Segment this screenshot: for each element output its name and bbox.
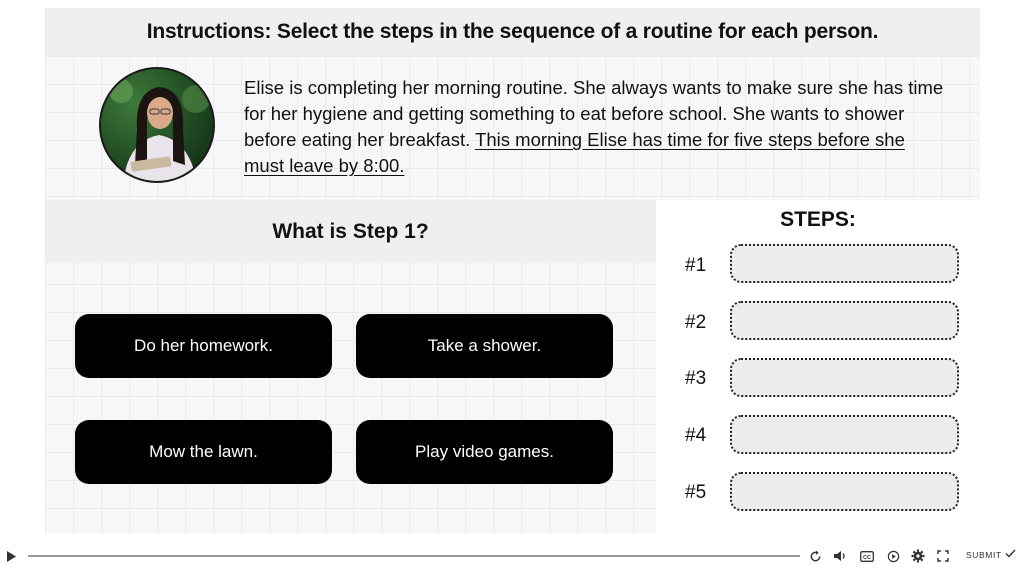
step-5-slot[interactable] xyxy=(730,472,959,511)
elise-avatar xyxy=(99,67,215,183)
steps-panel xyxy=(656,200,980,533)
instructions-bar xyxy=(45,8,980,56)
question-bar xyxy=(45,200,656,263)
step-2-label: #2 xyxy=(685,312,707,333)
step-3-slot[interactable] xyxy=(730,358,959,397)
submit-button[interactable] xyxy=(966,549,1016,560)
question-title: What is Step 1? xyxy=(272,219,429,243)
player-bar xyxy=(0,540,1024,573)
fullscreen-icon[interactable] xyxy=(934,547,952,565)
story-text xyxy=(244,75,944,179)
step-3-label: #3 xyxy=(685,368,707,389)
story-panel xyxy=(45,56,980,200)
step-5-label: #5 xyxy=(685,482,707,503)
step-1-slot[interactable] xyxy=(730,244,959,283)
option-mow-lawn-button[interactable]: Mow the lawn. xyxy=(75,420,332,484)
step-4-label: #4 xyxy=(685,425,707,446)
option-do-homework-button[interactable]: Do her homework. xyxy=(75,314,332,378)
option-play-video-games-button[interactable]: Play video games. xyxy=(356,420,613,484)
steps-title: STEPS: xyxy=(780,208,856,231)
instructions-text: Instructions: Select the steps in the sequence of a routine for each person. xyxy=(146,20,879,43)
question-panel xyxy=(45,200,656,533)
option-take-shower-button[interactable]: Take a shower. xyxy=(356,314,613,378)
captions-icon[interactable] xyxy=(858,547,876,565)
story-body: Elise is completing her morning routine. She always wants to make sure she has time for her hygiene and getting something to eat before school. She wants to shower before eating her breakfast. xyxy=(244,77,944,150)
speed-icon[interactable] xyxy=(884,547,902,565)
step-1-label: #1 xyxy=(685,255,707,276)
checkmark-icon xyxy=(1005,549,1016,560)
svg-text:CC: CC xyxy=(863,554,871,561)
step-4-slot[interactable] xyxy=(730,415,959,454)
slide xyxy=(45,8,980,533)
step-2-slot[interactable] xyxy=(730,301,959,340)
submit-label: SUBMIT xyxy=(966,549,1002,560)
story-underlined-text: This morning Elise has time for five steps before she must leave by 8:00. xyxy=(244,129,905,176)
replay-icon[interactable] xyxy=(806,547,824,565)
progress-track[interactable] xyxy=(28,555,800,557)
settings-icon[interactable] xyxy=(909,547,927,565)
volume-icon[interactable] xyxy=(831,547,849,565)
play-icon[interactable] xyxy=(6,548,20,564)
